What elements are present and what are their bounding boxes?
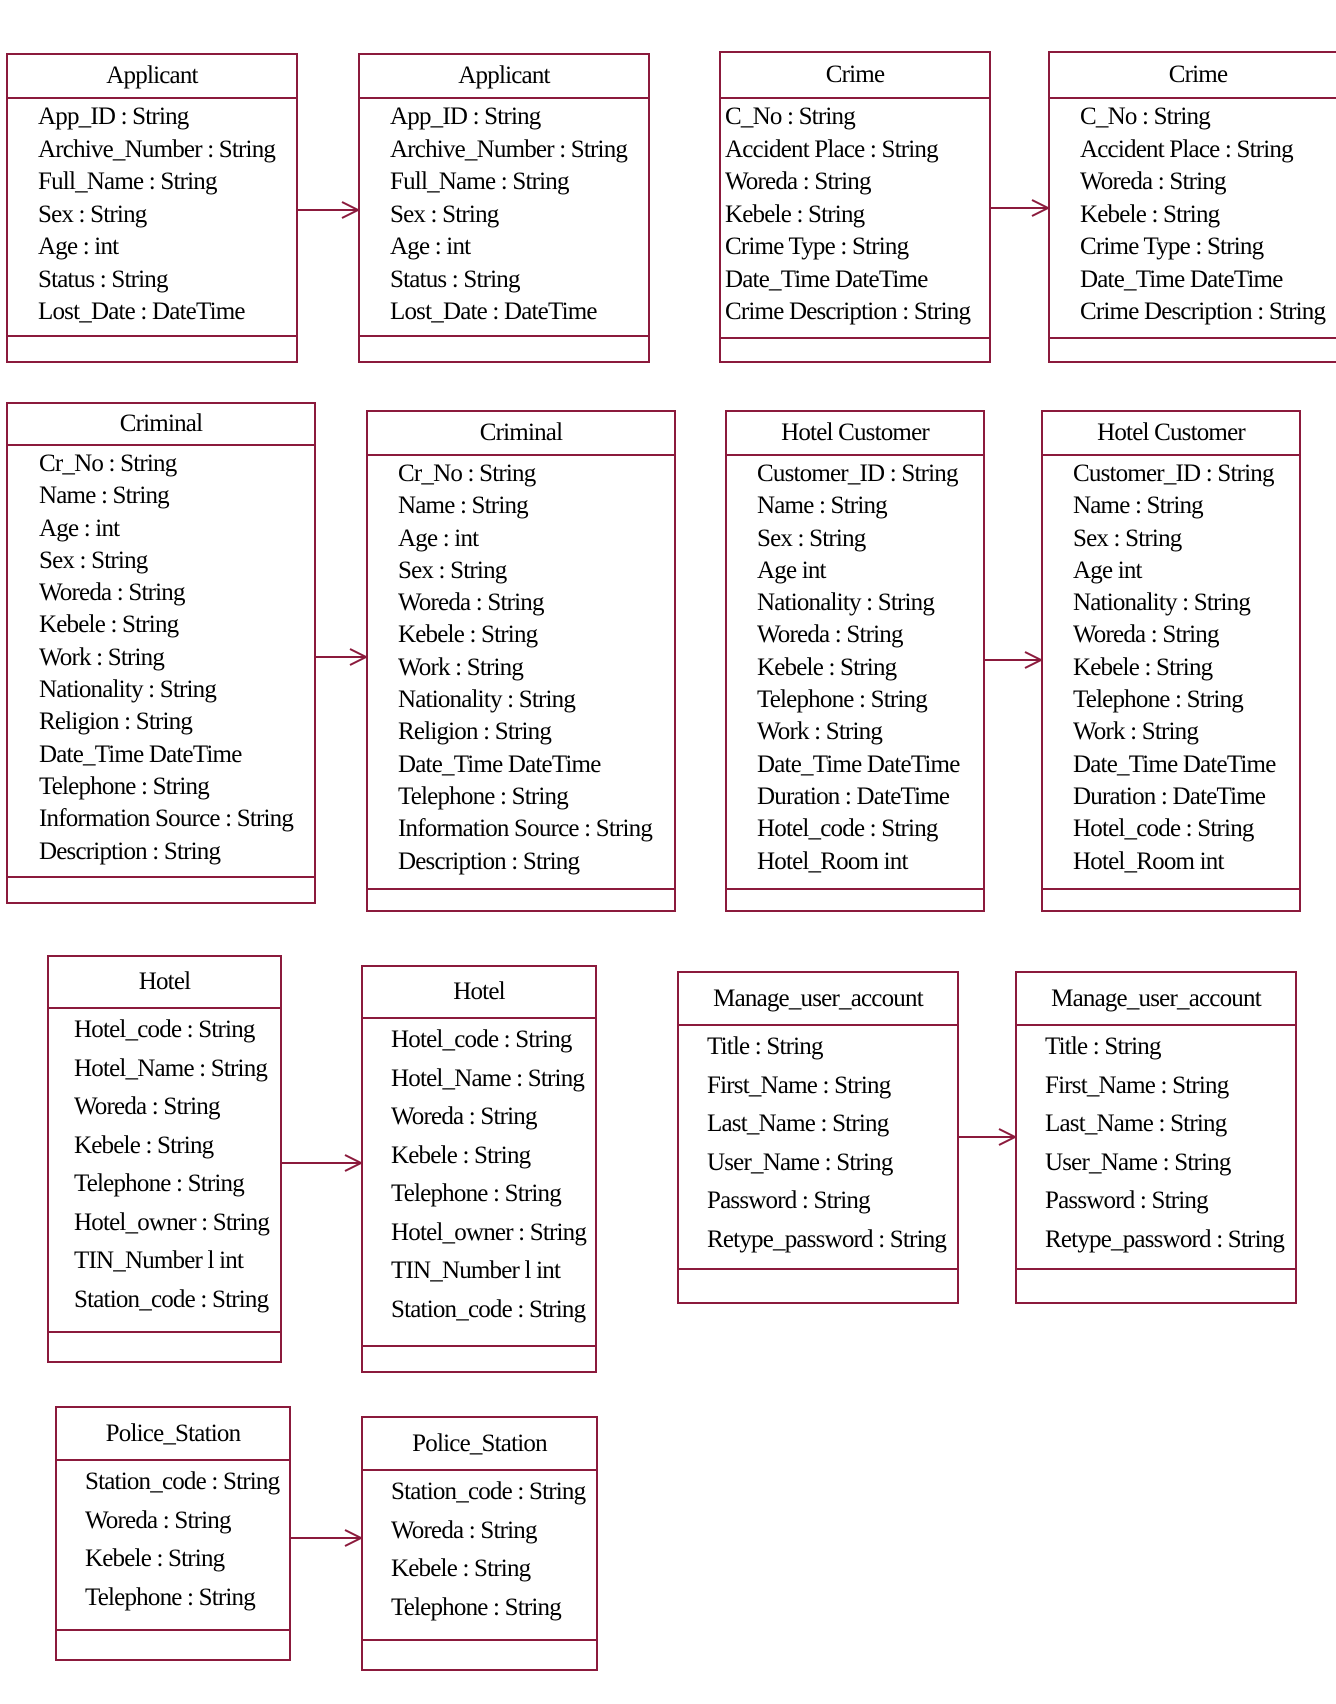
class-name: Manage_user_account — [679, 973, 957, 1026]
transformation-arrow — [316, 649, 366, 665]
arrow-head — [1025, 652, 1041, 668]
attribute-list — [363, 1019, 595, 1347]
attribute: Archive_Number : String — [390, 135, 628, 163]
attribute: Date_Time DateTime — [1073, 750, 1276, 778]
attribute: Name : String — [1073, 492, 1203, 520]
class-box-hotel-customer-after — [1041, 410, 1301, 912]
attribute-list — [8, 446, 314, 878]
attribute-list — [57, 1461, 289, 1631]
class-box-manage-user-account-after — [1015, 971, 1297, 1304]
attribute: Age : int — [38, 233, 119, 260]
class-name: Criminal — [8, 404, 314, 446]
attribute: Woreda : String — [391, 1103, 537, 1130]
attribute: Nationality : String — [398, 686, 576, 714]
attribute: Hotel_Name : String — [391, 1064, 585, 1092]
attribute: Status : String — [390, 265, 520, 293]
attribute: Age : int — [398, 524, 479, 552]
attribute: Date_Time DateTime — [725, 265, 928, 293]
class-box-manage-user-account-before — [677, 971, 959, 1304]
transformation-arrow — [959, 1129, 1015, 1145]
attribute: Crime Type : String — [1080, 233, 1264, 260]
attribute: Customer_ID : String — [1073, 460, 1274, 487]
attribute: Kebele : String — [757, 653, 897, 681]
attribute: Information Source : String — [398, 815, 653, 843]
class-name: Applicant — [8, 55, 296, 99]
attribute: Nationality : String — [1073, 589, 1251, 617]
class-name: Police_Station — [363, 1418, 596, 1471]
class-name: Manage_user_account — [1017, 973, 1295, 1026]
attribute: TIN_Number l int — [74, 1247, 244, 1274]
attribute-list — [49, 1009, 280, 1333]
class-box-hotel-after — [361, 965, 597, 1373]
arrow-head — [345, 1155, 361, 1171]
attribute: Crime Description : String — [1080, 298, 1326, 325]
attribute: Woreda : String — [85, 1506, 231, 1534]
attribute: Woreda : String — [757, 621, 903, 649]
attribute: TIN_Number l int — [391, 1257, 561, 1284]
arrow-head — [345, 1530, 361, 1546]
attribute: Lost_Date : DateTime — [38, 298, 245, 325]
attribute: Cr_No : String — [39, 450, 177, 477]
attribute: Telephone : String — [85, 1583, 255, 1611]
attribute-list — [368, 456, 674, 890]
attribute: Woreda : String — [398, 589, 544, 617]
class-box-applicant-after — [358, 53, 650, 363]
attribute: Last_Name : String — [707, 1110, 889, 1137]
attribute: Station_code : String — [74, 1285, 269, 1313]
class-name: Criminal — [368, 412, 674, 456]
class-name: Applicant — [360, 55, 648, 99]
attribute: Woreda : String — [725, 168, 871, 195]
attribute: First_Name : String — [707, 1071, 891, 1099]
class-name: Hotel Customer — [727, 412, 983, 456]
attribute-list — [679, 1026, 957, 1270]
attribute: Sex : String — [39, 546, 148, 574]
attribute: Hotel_owner : String — [74, 1208, 270, 1236]
class-box-applicant-before — [6, 53, 298, 363]
attribute: Sex : String — [1073, 524, 1182, 552]
attribute: Name : String — [398, 492, 528, 520]
attribute: Title : String — [707, 1033, 823, 1060]
attribute: Hotel_owner : String — [391, 1218, 587, 1246]
attribute: Sex : String — [390, 200, 499, 228]
attribute: Work : String — [757, 718, 883, 746]
attribute: Kebele : String — [391, 1141, 531, 1169]
attribute: C_No : String — [1080, 103, 1210, 130]
attribute: Duration : DateTime — [1073, 782, 1266, 810]
attribute: Woreda : String — [391, 1516, 537, 1544]
attribute: Woreda : String — [74, 1093, 220, 1120]
attribute: Age : int — [390, 233, 471, 260]
attribute: Hotel_code : String — [1073, 815, 1254, 843]
attribute: Kebele : String — [1080, 200, 1220, 228]
attribute: Full_Name : String — [38, 168, 217, 195]
attribute: Kebele : String — [725, 200, 865, 228]
attribute: Telephone : String — [391, 1593, 561, 1621]
class-box-police-station-after — [361, 1416, 598, 1671]
attribute: Description : String — [39, 837, 221, 865]
attribute: Station_code : String — [85, 1468, 280, 1495]
attribute: Title : String — [1045, 1033, 1161, 1060]
arrow-head — [350, 649, 366, 665]
attribute: Archive_Number : String — [38, 135, 276, 163]
attribute: User_Name : String — [1045, 1148, 1231, 1176]
class-box-criminal-before — [6, 402, 316, 904]
attribute: Station_code : String — [391, 1295, 586, 1323]
attribute: Kebele : String — [398, 621, 538, 649]
attribute: Lost_Date : DateTime — [390, 298, 597, 325]
attribute: Password : String — [707, 1187, 870, 1214]
class-box-police-station-before — [55, 1406, 291, 1661]
attribute: Date_Time DateTime — [398, 750, 601, 778]
attribute: Work : String — [39, 643, 165, 671]
attribute: Name : String — [757, 492, 887, 520]
arrow-head — [999, 1129, 1015, 1145]
class-name: Police_Station — [57, 1408, 289, 1461]
attribute: Work : String — [398, 653, 524, 681]
attribute: Telephone : String — [39, 772, 209, 800]
attribute: Kebele : String — [391, 1555, 531, 1582]
attribute: Hotel_code : String — [391, 1026, 572, 1053]
attribute: Telephone : String — [398, 782, 568, 810]
attribute: Crime Type : String — [725, 233, 909, 260]
attribute: Name : String — [39, 482, 169, 510]
attribute: Full_Name : String — [390, 168, 569, 195]
attribute: Woreda : String — [1080, 168, 1226, 195]
attribute: Accident Place : String — [725, 135, 938, 163]
attribute: Telephone : String — [757, 686, 927, 714]
attribute: Cr_No : String — [398, 460, 536, 487]
class-name: Hotel Customer — [1043, 412, 1299, 456]
class-name: Hotel — [363, 967, 595, 1019]
attribute: Woreda : String — [39, 579, 185, 607]
attribute-list — [1050, 99, 1336, 339]
transformation-arrow — [291, 1530, 361, 1546]
attribute: C_No : String — [725, 103, 855, 130]
arrow-head — [342, 202, 358, 218]
attribute: Hotel_code : String — [74, 1016, 255, 1043]
attribute: Date_Time DateTime — [39, 740, 242, 768]
transformation-arrow — [282, 1155, 361, 1171]
attribute: Date_Time DateTime — [757, 750, 960, 778]
attribute: Customer_ID : String — [757, 460, 958, 487]
attribute: Kebele : String — [85, 1545, 225, 1572]
attribute: Description : String — [398, 847, 580, 875]
attribute: Kebele : String — [74, 1131, 214, 1159]
attribute-list — [721, 99, 989, 339]
attribute: Work : String — [1073, 718, 1199, 746]
class-name: Crime — [1050, 53, 1336, 99]
attribute: Nationality : String — [757, 589, 935, 617]
attribute: Accident Place : String — [1080, 135, 1293, 163]
attribute: Password : String — [1045, 1187, 1208, 1214]
transformation-arrow — [985, 652, 1041, 668]
attribute-list — [360, 99, 648, 337]
attribute: Hotel_Room int — [757, 847, 908, 875]
attribute: Age : int — [39, 514, 120, 542]
attribute: Sex : String — [398, 556, 507, 584]
attribute: Last_Name : String — [1045, 1110, 1227, 1137]
class-box-hotel-customer-before — [725, 410, 985, 912]
attribute: Age int — [757, 556, 826, 584]
attribute: Status : String — [38, 265, 168, 293]
class-box-criminal-after — [366, 410, 676, 912]
attribute: Date_Time DateTime — [1080, 265, 1283, 293]
attribute: Retype_password : String — [1045, 1225, 1285, 1253]
attribute-list — [363, 1471, 596, 1641]
class-box-hotel-before — [47, 955, 282, 1363]
class-name: Hotel — [49, 957, 280, 1009]
attribute: App_ID : String — [390, 103, 541, 130]
attribute: Telephone : String — [391, 1180, 561, 1207]
class-box-crime-before — [719, 51, 991, 363]
attribute-list — [8, 99, 296, 337]
attribute: App_ID : String — [38, 103, 189, 130]
attribute: Crime Description : String — [725, 298, 971, 325]
attribute: Woreda : String — [1073, 621, 1219, 649]
attribute: Religion : String — [39, 708, 193, 736]
attribute-list — [727, 456, 983, 890]
attribute-list — [1017, 1026, 1295, 1270]
class-name: Crime — [721, 53, 989, 99]
class-box-crime-after — [1048, 51, 1336, 363]
attribute: Kebele : String — [39, 611, 179, 639]
attribute: Religion : String — [398, 718, 552, 746]
attribute: Kebele : String — [1073, 653, 1213, 681]
attribute: Telephone : String — [1073, 686, 1243, 714]
attribute: Hotel_code : String — [757, 815, 938, 843]
attribute: First_Name : String — [1045, 1071, 1229, 1099]
attribute: Age int — [1073, 556, 1142, 584]
attribute: Retype_password : String — [707, 1225, 947, 1253]
attribute-list — [1043, 456, 1299, 890]
attribute: Duration : DateTime — [757, 782, 950, 810]
attribute: Hotel_Room int — [1073, 847, 1224, 875]
attribute: User_Name : String — [707, 1148, 893, 1176]
attribute: Sex : String — [757, 524, 866, 552]
attribute: Hotel_Name : String — [74, 1054, 268, 1082]
attribute: Telephone : String — [74, 1170, 244, 1197]
attribute: Information Source : String — [39, 805, 294, 833]
attribute: Station_code : String — [391, 1478, 586, 1505]
attribute: Nationality : String — [39, 676, 217, 704]
arrow-head — [1032, 200, 1048, 216]
transformation-arrow — [298, 202, 358, 218]
attribute: Sex : String — [38, 200, 147, 228]
transformation-arrow — [991, 200, 1048, 216]
